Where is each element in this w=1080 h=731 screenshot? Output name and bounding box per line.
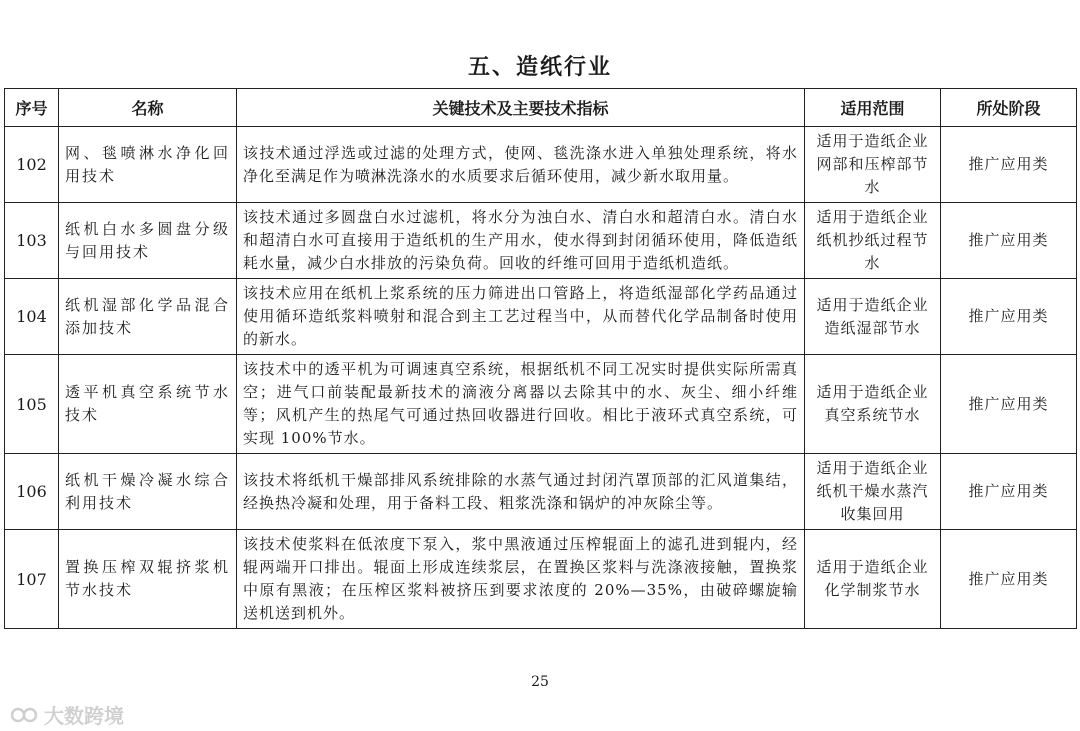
row-description: 该技术应用在纸机上浆系统的压力筛进出口管路上，将造纸湿部化学药品通过使用循环造纸浆料喷射和混合到主工艺过程当中，从而替代化学品制备时使用的新水。 xyxy=(237,279,805,355)
row-name: 网、毯喷淋水净化回用技术 xyxy=(59,127,237,203)
row-stage: 推广应用类 xyxy=(941,454,1077,530)
row-number: 102 xyxy=(5,127,59,203)
table-header-row xyxy=(5,89,1077,127)
table-row xyxy=(5,279,1077,355)
row-stage: 推广应用类 xyxy=(941,279,1077,355)
row-description: 该技术将纸机干燥部排风系统排除的水蒸气通过封闭汽罩顶部的汇风道集结，经换热冷凝和处理，用于备料工段、粗浆洗涤和锅炉的冲灰除尘等。 xyxy=(237,454,805,530)
row-description: 该技术中的透平机为可调速真空系统，根据纸机不同工况实时提供实际所需真空；进气口前装配最新技术的滴液分离器以去除其中的水、灰尘、细小纤维等；风机产生的热尾气可通过热回收器进行回收。相比于液环式真空系统，可实现 100%节水。 xyxy=(237,355,805,454)
row-scope: 适用于造纸企业造纸湿部节水 xyxy=(805,279,941,355)
row-name: 纸机白水多圆盘分级与回用技术 xyxy=(59,203,237,279)
row-name: 透平机真空系统节水技术 xyxy=(59,355,237,454)
page-number: 25 xyxy=(531,674,549,690)
header-technology: 关键技术及主要技术指标 xyxy=(237,89,805,127)
row-stage: 推广应用类 xyxy=(941,355,1077,454)
row-name: 纸机干燥冷凝水综合利用技术 xyxy=(59,454,237,530)
header-stage: 所处阶段 xyxy=(941,89,1077,127)
row-description: 该技术通过多圆盘白水过滤机，将水分为浊白水、清白水和超清白水。清白水和超清白水可直接用于造纸机的生产用水，使水得到封闭循环使用，降低造纸耗水量，减少白水排放的污染负荷。回收的纤维可回用于造纸机造纸。 xyxy=(237,203,805,279)
table-row xyxy=(5,530,1077,629)
row-stage: 推广应用类 xyxy=(941,530,1077,629)
header-name: 名称 xyxy=(59,89,237,127)
row-number: 103 xyxy=(5,203,59,279)
row-number: 106 xyxy=(5,454,59,530)
row-scope: 适用于造纸企业纸机干燥水蒸汽收集回用 xyxy=(805,454,941,530)
header-scope: 适用范围 xyxy=(805,89,941,127)
row-stage: 推广应用类 xyxy=(941,127,1077,203)
watermark xyxy=(10,700,124,729)
header-no: 序号 xyxy=(5,89,59,127)
table-row xyxy=(5,127,1077,203)
watermark-text: 大数跨境 xyxy=(44,704,124,728)
table-row xyxy=(5,203,1077,279)
technology-table xyxy=(4,88,1077,629)
row-scope: 适用于造纸企业化学制浆节水 xyxy=(805,530,941,629)
table-row xyxy=(5,355,1077,454)
row-number: 105 xyxy=(5,355,59,454)
row-number: 107 xyxy=(5,530,59,629)
row-name: 纸机湿部化学品混合添加技术 xyxy=(59,279,237,355)
row-description: 该技术使浆料在低浓度下泵入，浆中黑液通过压榨辊面上的滤孔进到辊内，经辊两端开口排出。辊面上形成连续浆层，在置换区浆料与洗涤液接触，置换浆中原有黑液；在压榨区浆料被挤压到要求浓度的 20%—35%，由破碎螺旋输送机送到机外。 xyxy=(237,530,805,629)
table-row xyxy=(5,454,1077,530)
row-stage: 推广应用类 xyxy=(941,203,1077,279)
row-scope: 适用于造纸企业真空系统节水 xyxy=(805,355,941,454)
row-scope: 适用于造纸企业网部和压榨部节水 xyxy=(805,127,941,203)
row-number: 104 xyxy=(5,279,59,355)
watermark-logo-icon xyxy=(10,704,38,726)
row-name: 置换压榨双辊挤浆机节水技术 xyxy=(59,530,237,629)
page-title: 五、造纸行业 xyxy=(467,54,612,80)
row-description: 该技术通过浮选或过滤的处理方式，使网、毯洗涤水进入单独处理系统，将水净化至满足作为喷淋洗涤水的水质要求后循环使用，减少新水取用量。 xyxy=(237,127,805,203)
row-scope: 适用于造纸企业纸机抄纸过程节水 xyxy=(805,203,941,279)
